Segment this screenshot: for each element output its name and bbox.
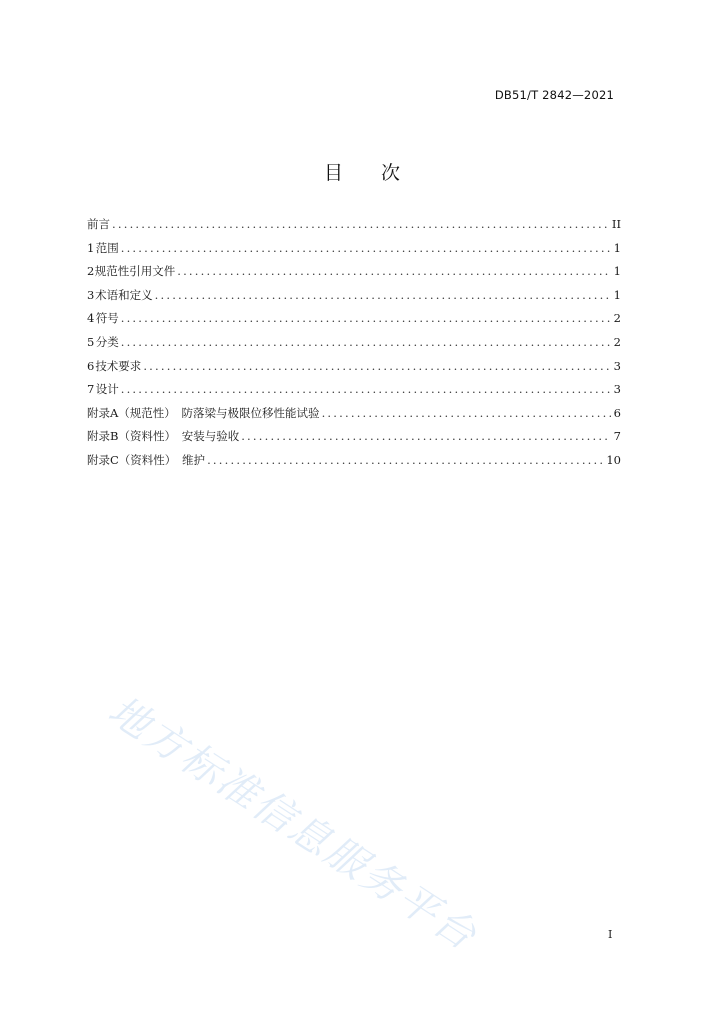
toc-entry-page: 10	[606, 452, 621, 467]
toc-entry-label: 分类	[95, 334, 119, 349]
toc-entry-page: 2	[613, 334, 621, 349]
toc-dot-leader	[241, 429, 611, 443]
toc-entry-foreword[interactable]	[87, 216, 621, 240]
toc-entry-label: 技术要求	[95, 358, 142, 373]
toc-entry-number: 2	[87, 264, 95, 279]
toc-entry-page: 3	[613, 358, 621, 373]
toc-entry-technical-requirements[interactable]	[87, 358, 621, 382]
toc-entry-page: II	[611, 217, 621, 231]
toc-entry-page: 1	[613, 287, 621, 302]
page-title	[0, 158, 724, 185]
toc-dot-leader	[121, 382, 611, 396]
toc-entry-appendix-b[interactable]	[87, 428, 621, 452]
toc-entry-label: 附录A（规范性） 防落梁与极限位移性能试验	[87, 405, 320, 420]
toc-entry-normative-references[interactable]	[87, 263, 621, 287]
toc-entry-number: 7	[87, 382, 95, 397]
toc-dot-leader	[155, 288, 611, 302]
toc-entry-appendix-a[interactable]	[87, 405, 621, 429]
table-of-contents	[87, 216, 621, 476]
toc-entry-label: 术语和定义	[95, 287, 153, 302]
toc-dot-leader	[177, 264, 611, 278]
toc-entry-page: 6	[613, 405, 621, 420]
toc-entry-label: 规范性引用文件	[94, 264, 176, 279]
toc-entry-classification[interactable]	[87, 334, 621, 358]
toc-entry-page: 3	[613, 382, 621, 397]
toc-entry-label: 范围	[95, 240, 119, 255]
toc-entry-label: 符号	[95, 311, 119, 326]
toc-entry-number: 6	[87, 358, 95, 373]
toc-dot-leader	[112, 217, 610, 231]
toc-entry-page: 2	[613, 311, 621, 326]
toc-entry-label: 附录B（资料性） 安装与验收	[87, 429, 240, 444]
toc-entry-label: 设计	[95, 382, 119, 397]
title-char-2: 次	[381, 162, 401, 184]
toc-entry-label: 前言	[87, 217, 110, 231]
toc-dot-leader	[143, 359, 611, 373]
toc-entry-number: 3	[87, 287, 95, 302]
toc-entry-scope[interactable]	[87, 240, 621, 264]
title-char-1: 目	[323, 162, 343, 184]
toc-entry-number: 4	[87, 311, 95, 326]
toc-entry-symbols[interactable]	[87, 310, 621, 334]
toc-entry-design[interactable]	[87, 381, 621, 405]
toc-dot-leader	[121, 241, 611, 255]
toc-entry-appendix-c[interactable]	[87, 452, 621, 476]
toc-dot-leader	[322, 406, 611, 420]
toc-dot-leader	[207, 453, 604, 467]
document-code: DB51/T 2842—2021	[494, 88, 614, 102]
toc-dot-leader	[121, 335, 611, 349]
toc-entry-page: 7	[613, 429, 621, 444]
page-number: I	[608, 928, 613, 941]
toc-entry-page: 1	[613, 240, 621, 255]
toc-entry-number: 5	[87, 334, 95, 349]
toc-entry-page: 1	[613, 264, 621, 279]
toc-entry-terms-definitions[interactable]	[87, 287, 621, 311]
toc-dot-leader	[121, 311, 611, 325]
watermark: 地方标准信息服务平台	[100, 687, 486, 961]
toc-entry-number: 1	[87, 240, 95, 255]
toc-entry-label: 附录C（资料性） 维护	[87, 452, 206, 467]
